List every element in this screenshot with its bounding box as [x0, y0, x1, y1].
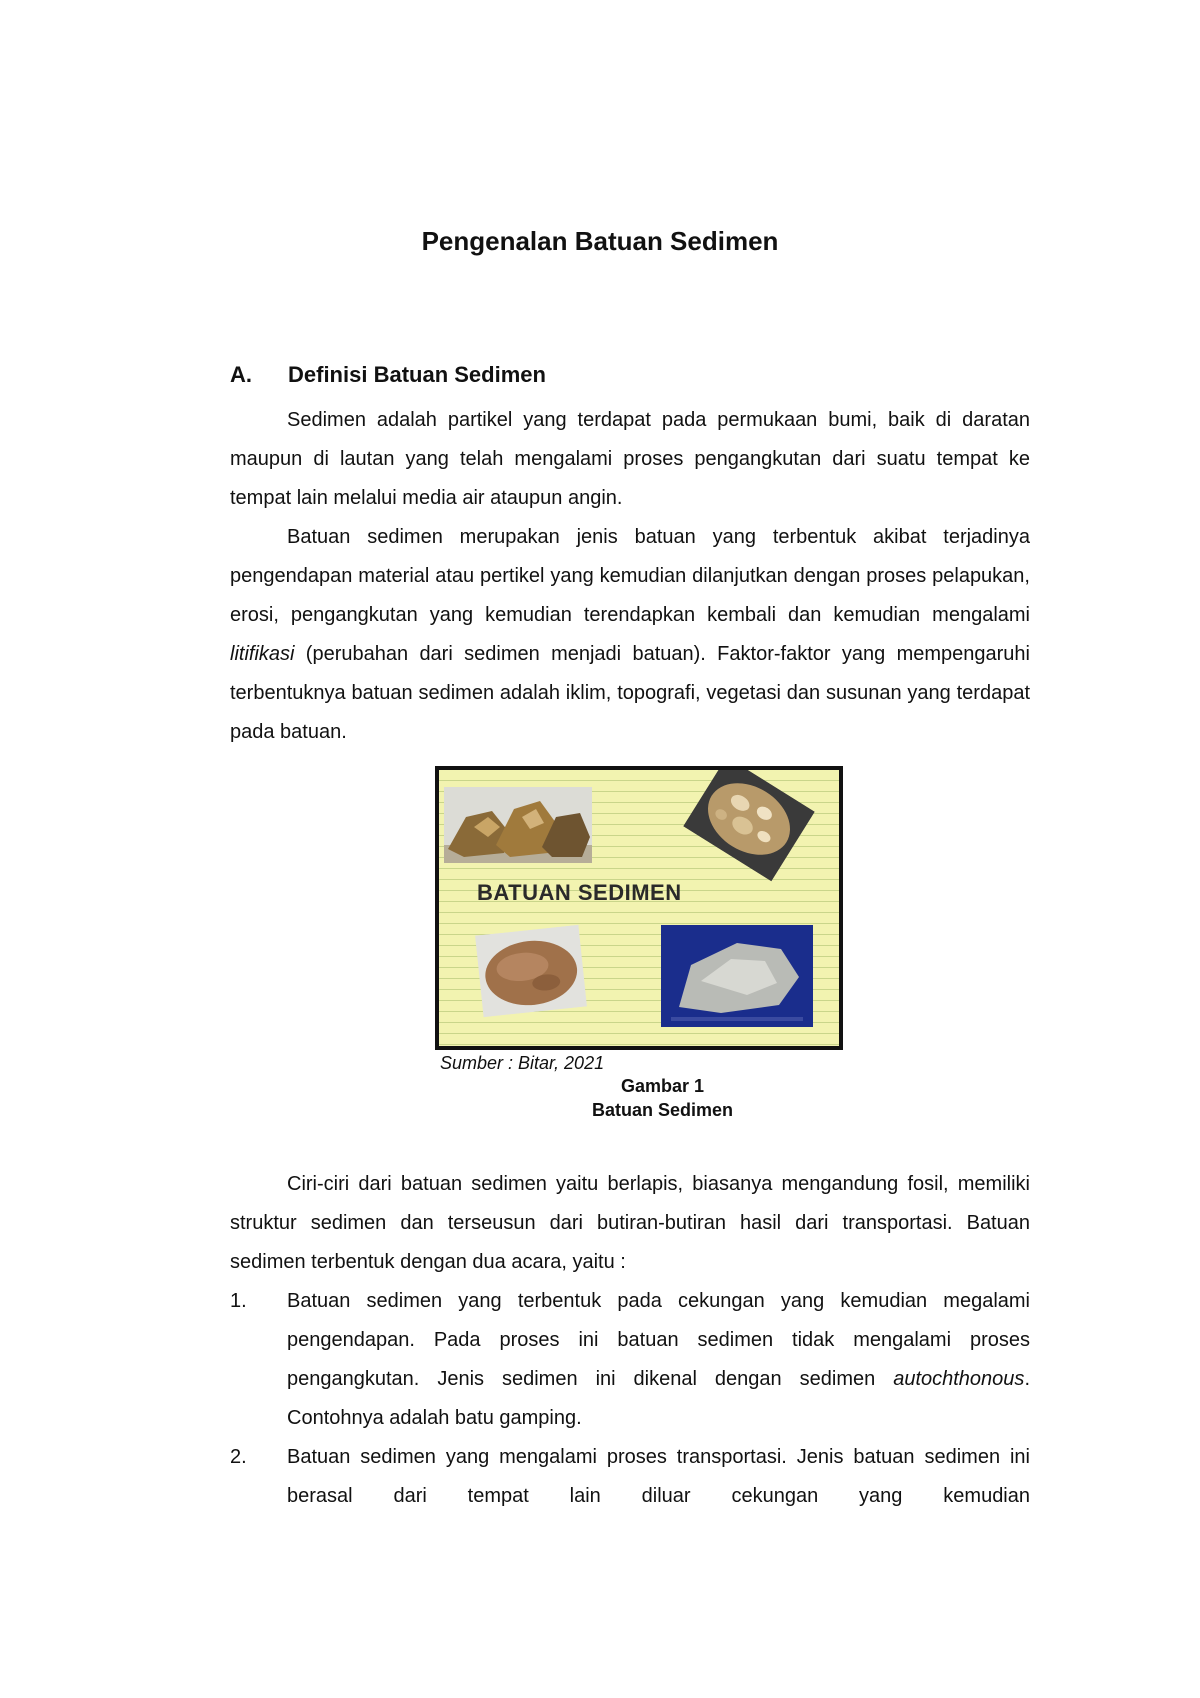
figure-caption-title: Batuan Sedimen	[591, 1100, 734, 1120]
page-title: Pengenalan Batuan Sedimen	[421, 226, 779, 256]
rock-photo-limestone	[661, 925, 813, 1027]
paragraph-definition: Sedimen adalah partikel yang terdapat pada permukaan bumi, baik di daratan maupun di lautan yang telah mengalami proses pengangkutan dari suatu tempat ke tempat lain melalui media air ataupun angin.	[230, 409, 1030, 509]
figure-sedimentary-rocks	[435, 766, 843, 1050]
list-item	[230, 1438, 1030, 1516]
paragraph-formation-text-2: (perubahan dari sedimen menjadi batuan). Faktor-faktor yang mempengaruhi terbentuknya batuan sedimen adalah iklim, topografi, vegetasi dan susunan yang terdapat pada batuan.	[230, 643, 1030, 743]
list-text	[287, 1282, 1030, 1438]
list-text	[287, 1438, 1030, 1516]
list-text-1: Batuan sedimen yang terbentuk pada cekungan yang kemudian megalami pengendapan. Pada proses ini batuan sedimen tidak mengalami proses pengangkutan. Jenis sedimen ini dikenal dengan sedimen	[287, 1290, 1030, 1390]
paragraph-formation	[230, 518, 1030, 752]
list-item	[230, 1282, 1030, 1438]
list-number: 1.	[230, 1290, 247, 1312]
list-text-1: Batuan sedimen yang mengalami proses transportasi. Jenis batuan sedimen ini berasal dari tempat lain diluar cekungan yang kemudian	[287, 1446, 1030, 1507]
figure-caption-number: Gambar 1	[620, 1076, 705, 1096]
figure-inner-label: BATUAN SEDIMEN	[477, 880, 682, 905]
rock-photo-sandstone	[475, 925, 587, 1017]
term-autochthonous: autochthonous	[893, 1368, 1025, 1390]
term-litifikasi: litifikasi	[230, 643, 295, 665]
section-title: Definisi Batuan Sedimen	[288, 362, 546, 387]
section-heading	[230, 362, 546, 388]
paragraph-characteristics: Ciri-ciri dari batuan sedimen yaitu berlapis, biasanya mengandung fosil, memiliki struktur sedimen dan terseusun dari butiran-butiran hasil dari transportasi. Batuan sedimen terbentuk dengan dua acara, yaitu :	[230, 1173, 1030, 1273]
section-letter: A.	[230, 362, 252, 387]
list-text-2: . Contohnya adalah batu gamping.	[287, 1368, 1030, 1429]
rock-photo-conglomerate	[683, 766, 815, 881]
paragraph-formation-text-1: Batuan sedimen merupakan jenis batuan yang terbentuk akibat terjadinya pengendapan material atau pertikel yang kemudian dilanjutkan dengan proses pelapukan, erosi, pengangkutan yang kemudian terendapkan kembali dan kemudian mengalami	[230, 526, 1030, 626]
rock-photo-pile	[444, 787, 592, 863]
list-number: 2.	[230, 1446, 247, 1468]
figure-source: Sumber : Bitar, 2021	[440, 1053, 605, 1073]
